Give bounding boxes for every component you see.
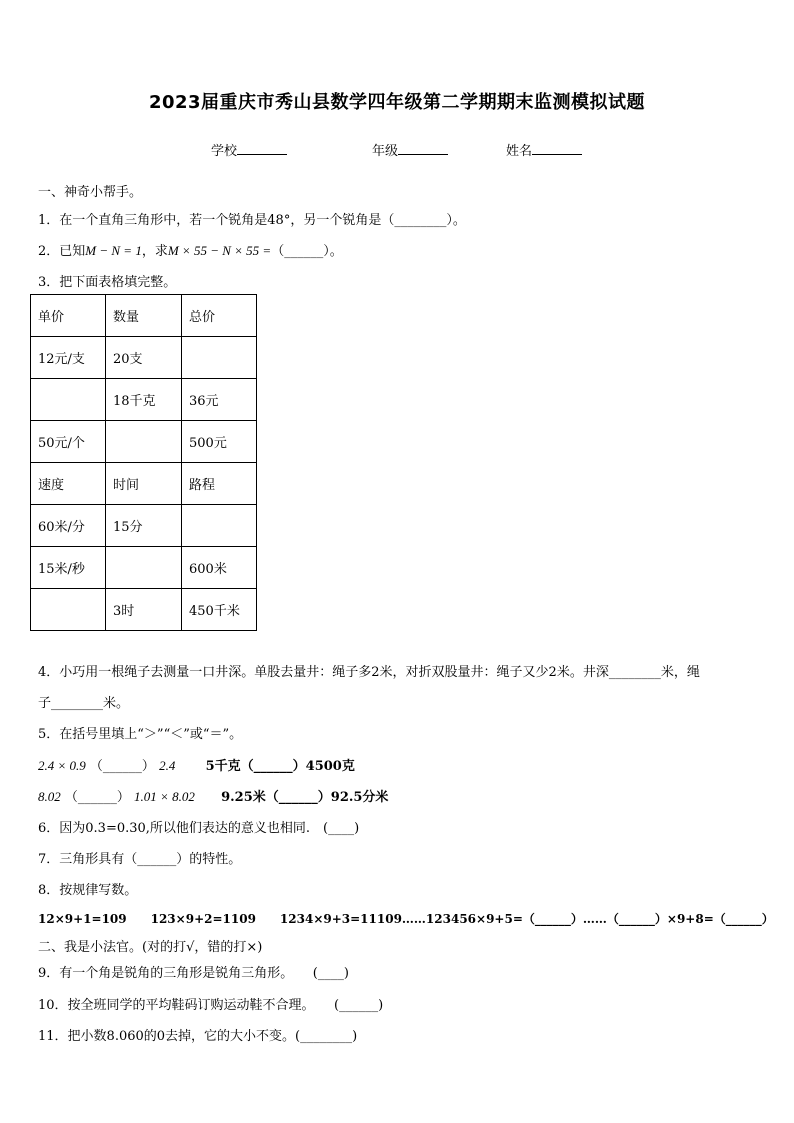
table-cell: 12元/支 [31, 337, 106, 379]
table-cell: 36元 [182, 379, 257, 421]
table-cell: 60米/分 [31, 505, 106, 547]
table-cell: 路程 [182, 463, 257, 505]
grade-blank[interactable] [398, 140, 448, 155]
question-8-sequence: 12×9+1=109 123×9+2=1109 1234×9+3=11109……123456×9+5=（______）……（______）×9+8=（______） [38, 912, 774, 926]
grade-label: 年级 [372, 144, 399, 159]
fill-table [30, 294, 257, 631]
school-label: 学校 [211, 144, 238, 159]
table-row [31, 589, 257, 631]
table-cell: 50元/个 [31, 421, 106, 463]
table-row [31, 421, 257, 463]
question-2-answer-blank: （______）。 [271, 244, 343, 259]
compare-c-blank: （______） [64, 790, 130, 805]
compare-a-blank: （______） [89, 759, 155, 774]
question-4-line-1: 4．小巧用一根绳子去测量一口井深。单股去量井：绳子多2米，对折双股量井：绳子又少2米。井深________米，绳 [38, 665, 700, 680]
table-row [31, 505, 257, 547]
table-cell: 15分 [106, 505, 182, 547]
grade-field [372, 140, 448, 159]
question-5-row-2 [38, 786, 388, 805]
table-cell [106, 421, 182, 463]
question-2-mid: ，求 [141, 244, 168, 259]
table-cell: 20支 [106, 337, 182, 379]
question-2 [38, 240, 343, 259]
name-blank[interactable] [532, 140, 582, 155]
school-blank[interactable] [237, 140, 287, 155]
table-cell: 15米/秒 [31, 547, 106, 589]
question-10: 10．按全班同学的平均鞋码订购运动鞋不合理。 (______) [38, 998, 384, 1013]
table-cell [31, 379, 106, 421]
table-cell [106, 547, 182, 589]
table-row [31, 547, 257, 589]
compare-b: 5千克（______）4500克 [205, 759, 355, 774]
question-3: 3．把下面表格填完整。 [38, 275, 177, 290]
compare-a-right: 2.4 [159, 758, 176, 773]
school-field [211, 140, 287, 159]
table-cell: 时间 [106, 463, 182, 505]
table-row [31, 379, 257, 421]
compare-c-right: 1.01 × 8.02 [134, 789, 195, 804]
compare-d: 9.25米（______）92.5分米 [221, 790, 389, 805]
table-cell: 450千米 [182, 589, 257, 631]
table-cell: 500元 [182, 421, 257, 463]
section-2-heading: 二、我是小法官。(对的打√，错的打×) [38, 940, 263, 955]
table-cell: 3时 [106, 589, 182, 631]
question-7: 7．三角形具有（______）的特性。 [38, 852, 242, 867]
table-row [31, 337, 257, 379]
table-cell [182, 505, 257, 547]
question-5-intro: 5．在括号里填上“＞”“＜”或“＝”。 [38, 727, 243, 742]
table-cell: 单价 [31, 295, 106, 337]
question-2-equation-2: M × 55 − N × 55 = [167, 243, 272, 258]
compare-a-left: 2.4 × 0.9 [38, 758, 86, 773]
page-title: 2023届重庆市秀山县数学四年级第二学期期末监测模拟试题 [148, 92, 646, 113]
table-cell: 总价 [182, 295, 257, 337]
table-cell: 数量 [106, 295, 182, 337]
question-4-line-2: 子________米。 [38, 696, 130, 711]
table-cell: 速度 [31, 463, 106, 505]
table-row [31, 295, 257, 337]
table-cell: 18千克 [106, 379, 182, 421]
section-1-heading: 一、神奇小帮手。 [38, 185, 143, 200]
question-5-row-1 [38, 755, 355, 774]
question-8-intro: 8．按规律写数。 [38, 883, 138, 898]
table-cell [182, 337, 257, 379]
question-2-pre: 2．已知 [38, 244, 86, 259]
question-6: 6．因为0.3=0.30,所以他们表达的意义也相同. (____) [38, 821, 360, 836]
compare-c-left: 8.02 [38, 789, 61, 804]
table-cell [31, 589, 106, 631]
name-field [506, 140, 582, 159]
name-label: 姓名 [506, 144, 533, 159]
question-1: 1．在一个直角三角形中，若一个锐角是48°，另一个锐角是（________）。 [38, 213, 466, 228]
question-2-equation-1: M − N = 1 [85, 243, 142, 258]
table-row [31, 463, 257, 505]
table-cell: 600米 [182, 547, 257, 589]
question-9: 9．有一个角是锐角的三角形是锐角三角形。 (____) [38, 966, 349, 981]
question-11: 11．把小数8.060的0去掉，它的大小不变。(________) [38, 1029, 358, 1044]
